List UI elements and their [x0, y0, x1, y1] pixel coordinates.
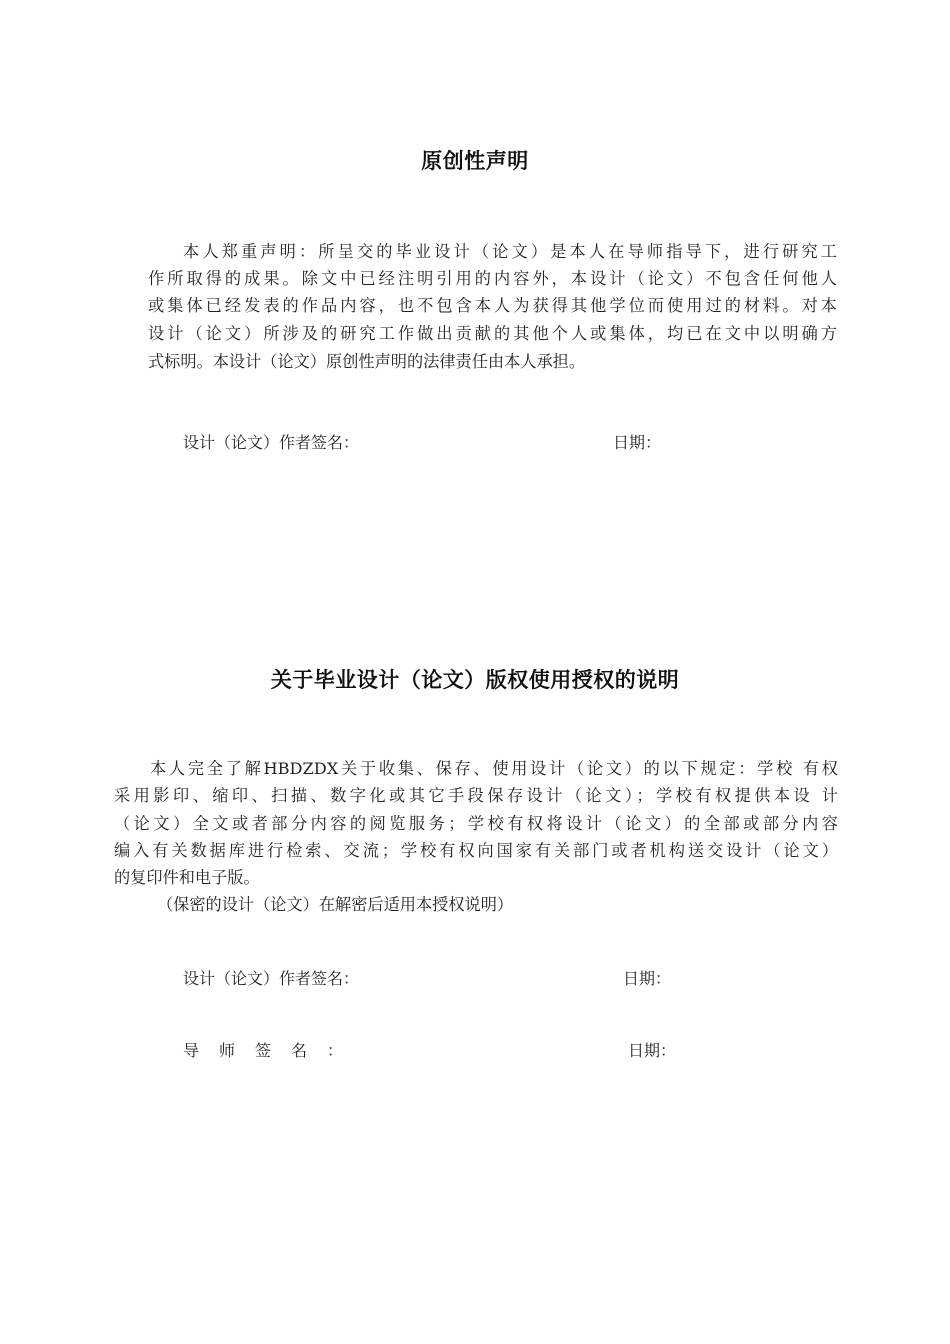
copyright-author-date-label: 日期： [623, 969, 672, 988]
copyright-line-4-text: 编入有关数据库进行检索、交流；学校有权向国家有关部门或者机构送交设计（论文） [114, 841, 838, 860]
copyright-line-2-text: 采用影印、缩印、扫描、数字化或其它手段保存设计（论文）；学校有权提供本设 计 [114, 786, 838, 805]
originality-line-2 [148, 269, 837, 289]
originality-line-5: 式标明。本设计（论文）原创性声明的法律责任由本人承担。 [148, 352, 586, 371]
copyright-line-3 [114, 814, 838, 834]
copyright-line-3-text: （论文）全文或者部分内容的阅览服务；学校有权将设计（论文）的全部或部分内容 [114, 814, 838, 833]
copyright-line-1-text: 本人完全了解HBDZDX关于收集、保存、使用设计（论文）的以下规定：学校 有权 [150, 759, 838, 778]
originality-author-signature-label: 设计（论文）作者签名： [183, 433, 360, 452]
supervisor-signature-label: 导师签名： [183, 1041, 364, 1060]
copyright-line-1 [150, 759, 838, 779]
originality-line-3-text: 或集体已经发表的作品内容，也不包含本人为获得其他学位而使用过的材料。对本 [148, 296, 837, 315]
originality-line-1 [183, 242, 837, 262]
originality-line-4-text: 设计（论文）所涉及的研究工作做出贡献的其他个人或集体，均已在文中以明确方 [148, 324, 837, 343]
copyright-author-signature-label: 设计（论文）作者签名： [183, 969, 360, 988]
originality-line-3 [148, 296, 837, 316]
originality-title: 原创性声明 [421, 149, 529, 173]
copyright-line-5: 的复印件和电子版。 [114, 868, 260, 887]
copyright-line-4 [114, 841, 838, 861]
supervisor-date-label: 日期： [628, 1041, 677, 1060]
originality-line-2-text: 作所取得的成果。除文中已经注明引用的内容外，本设计（论文）不包含任何他人 [148, 269, 837, 288]
confidential-note: （保密的设计（论文）在解密后适用本授权说明） [157, 895, 514, 914]
copyright-line-2 [114, 786, 838, 806]
originality-line-1-text: 本人郑重声明：所呈交的毕业设计（论文）是本人在导师指导下，进行研究工 [183, 242, 837, 261]
originality-date-label: 日期： [613, 433, 662, 452]
originality-line-4 [148, 324, 837, 344]
copyright-title: 关于毕业设计（论文）版权使用授权的说明 [270, 668, 680, 692]
